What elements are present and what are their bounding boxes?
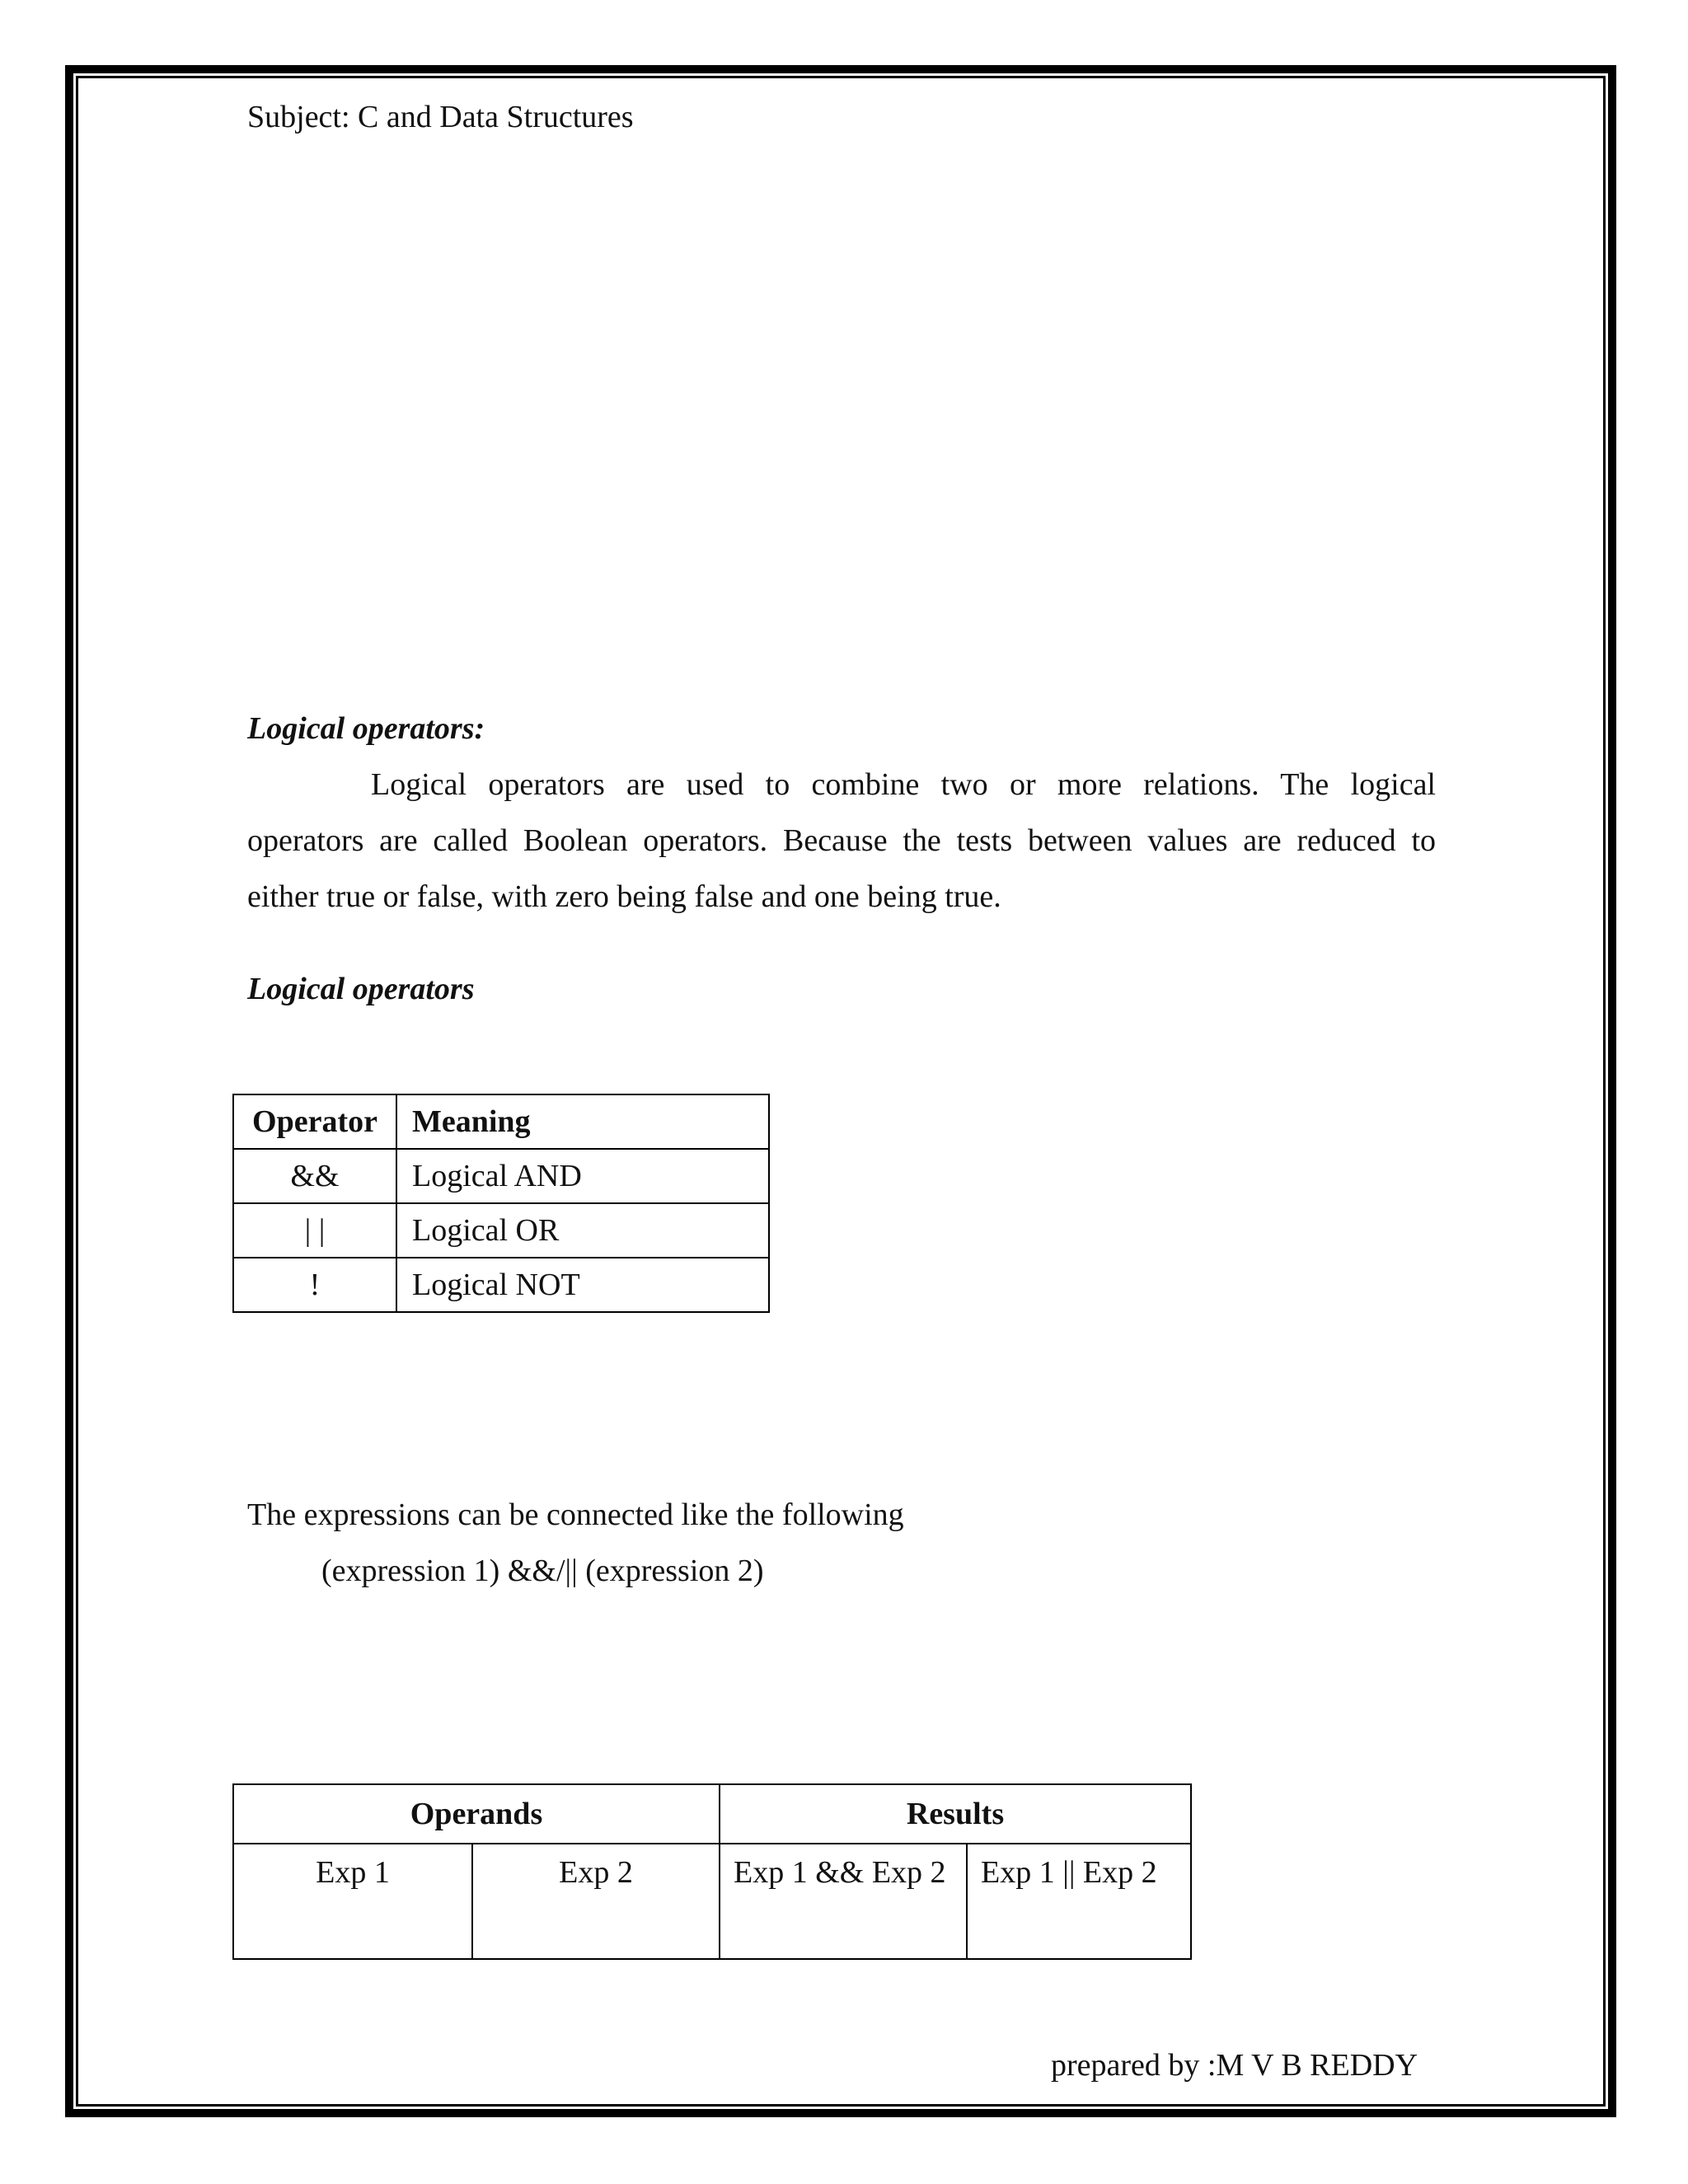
- subheader-or: Exp 1 || Exp 2: [967, 1844, 1191, 1959]
- table-row: [233, 1258, 769, 1312]
- subheader-exp2: Exp 2: [472, 1844, 720, 1959]
- header-meaning: Meaning: [396, 1094, 769, 1149]
- logical-operators-paragraph: [247, 757, 1436, 925]
- operator-cell: &&: [233, 1149, 396, 1203]
- footer-prepared-by: prepared by :M V B REDDY: [1051, 2048, 1418, 2083]
- header-operator: Operator: [233, 1094, 396, 1149]
- meaning-cell: Logical AND: [396, 1149, 769, 1203]
- header-results: Results: [720, 1784, 1191, 1844]
- subject-header: Subject: C and Data Structures: [247, 100, 634, 134]
- table-row: [233, 1149, 769, 1203]
- paragraph-line: operators are called Boolean operators. Because the tests between values are reduced to: [247, 823, 1436, 858]
- paragraph-line: Logical operators are used to combine two or more relations. The logical: [371, 767, 1436, 802]
- table-subheader-row: [233, 1844, 1191, 1959]
- table-header-row: [233, 1094, 769, 1149]
- meaning-cell: Logical OR: [396, 1203, 769, 1258]
- operator-cell: | |: [233, 1203, 396, 1258]
- paragraph-line: either true or false, with zero being false and one being true.: [247, 879, 1001, 914]
- operator-cell: !: [233, 1258, 396, 1312]
- results-table: [232, 1783, 1192, 1960]
- subheader-and: Exp 1 && Exp 2: [720, 1844, 967, 1959]
- operator-table: [232, 1094, 770, 1313]
- meaning-cell: Logical NOT: [396, 1258, 769, 1312]
- header-operands: Operands: [233, 1784, 720, 1844]
- section-heading-logical-operators: Logical operators:: [247, 711, 485, 746]
- table-caption-logical-operators: Logical operators: [247, 972, 475, 1006]
- table-header-row: [233, 1784, 1191, 1844]
- expressions-example: (expression 1) &&/|| (expression 2): [321, 1554, 764, 1588]
- subheader-exp1: Exp 1: [233, 1844, 472, 1959]
- table-row: [233, 1203, 769, 1258]
- expressions-intro: The expressions can be connected like the following: [247, 1497, 904, 1532]
